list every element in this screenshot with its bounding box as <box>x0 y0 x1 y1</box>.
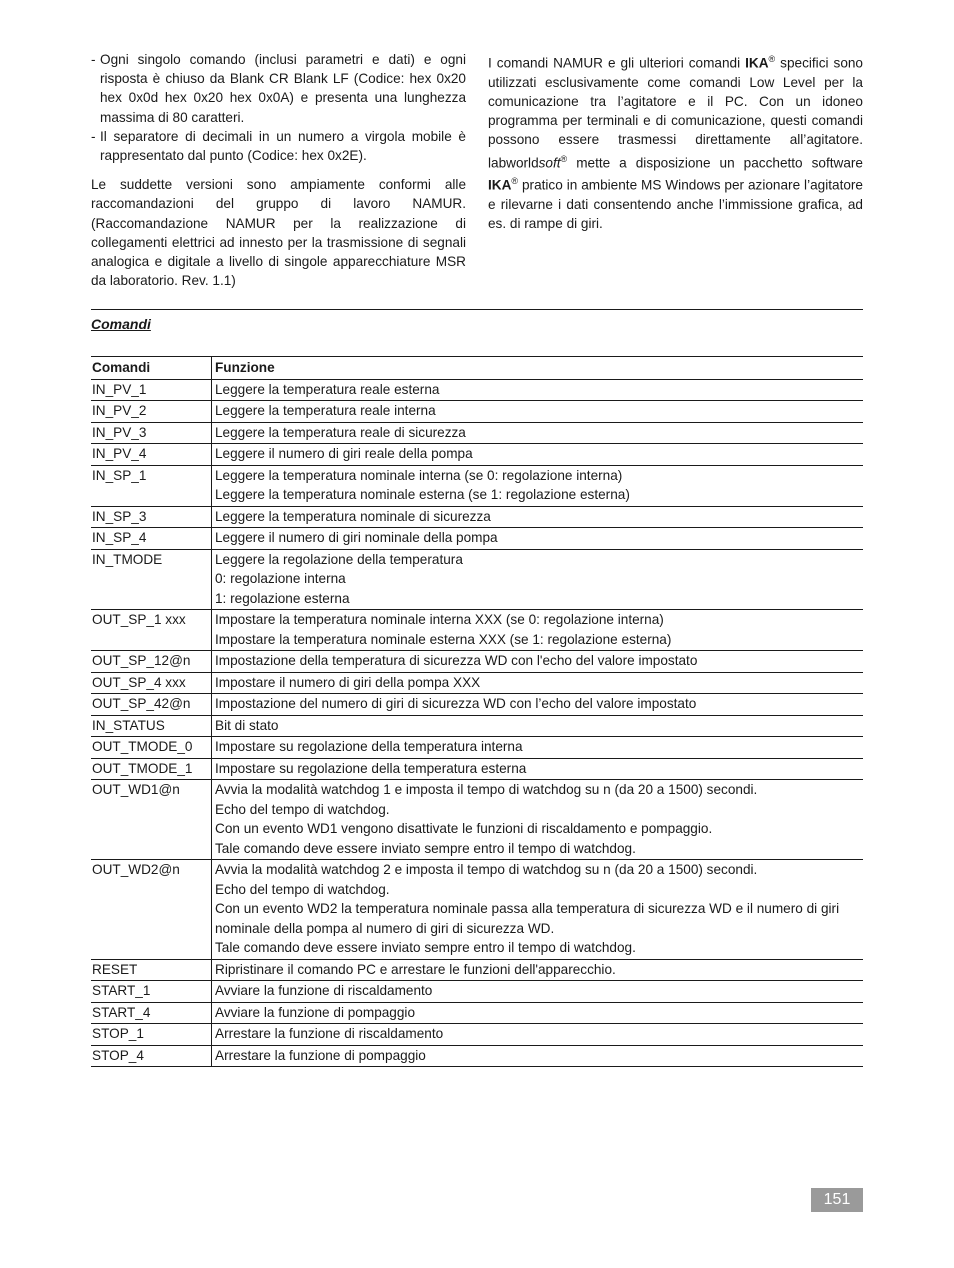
registered-mark: ® <box>511 176 519 187</box>
command-cell: START_1 <box>91 981 212 1003</box>
command-cell: IN_PV_3 <box>91 422 212 444</box>
command-cell: OUT_WD1@n <box>91 780 212 860</box>
command-cell: OUT_SP_1 xxx <box>91 610 212 651</box>
function-cell <box>212 715 864 737</box>
function-line: Leggere la temperatura nominale di sicurezza <box>215 508 491 524</box>
function-line: Arrestare la funzione di riscaldamento <box>215 1026 444 1041</box>
table-row <box>91 780 863 860</box>
header-commands: Comandi <box>91 357 212 380</box>
function-cell <box>212 528 864 550</box>
section-title: Comandi <box>91 316 151 332</box>
function-line: Leggere la temperatura nominale esterna (se 1: regolazione esterna) <box>215 487 630 502</box>
section-divider <box>91 309 863 310</box>
function-line: Con un evento WD2 la temperatura nominale passa alla temperatura di sicurezza WD e il numero di giri nominale della pompa al numero di giri di sicurezza WD. <box>215 901 840 936</box>
function-cell <box>212 694 864 716</box>
function-line: Tale comando deve essere inviato sempre entro il tempo di watchdog. <box>215 940 636 955</box>
function-line: Tale comando deve essere inviato sempre entro il tempo di watchdog. <box>215 840 636 856</box>
table-row <box>91 379 863 401</box>
command-cell: IN_SP_3 <box>91 506 212 528</box>
command-cell: IN_PV_4 <box>91 444 212 466</box>
command-cell: OUT_TMODE_1 <box>91 758 212 780</box>
function-line: Leggere il numero di giri reale della pompa <box>215 446 473 461</box>
table-row <box>91 694 863 716</box>
text-run: I comandi NAMUR e gli ulteriori comandi <box>488 55 741 71</box>
command-cell: IN_PV_1 <box>91 379 212 401</box>
command-cell: STOP_1 <box>91 1024 212 1046</box>
table-body <box>91 379 863 1067</box>
table-row <box>91 715 863 737</box>
function-cell <box>212 758 864 780</box>
left-column <box>91 50 466 290</box>
soft-italic: soft <box>538 155 561 171</box>
command-cell: OUT_WD2@n <box>91 860 212 960</box>
function-line: Leggere la temperatura reale di sicurezza <box>215 424 466 440</box>
text-run: labworld <box>488 155 539 171</box>
text-run: specifici sono utilizzati esclusivamente come comandi Low Level per la comunicazione tra l’agitatore e il PC. Con un idoneo programma per terminali e di comunicazione, questi comandi possono essere trasmessi direttamente all’agitatore. <box>488 55 863 148</box>
function-line: Leggere la temperatura nominale interna (se 0: regolazione interna) <box>215 467 623 483</box>
bullet-text: Il separatore di decimali in un numero a virgola mobile è rappresentato dal punto (Codice: hex 0x2E). <box>100 128 466 164</box>
function-cell <box>212 401 864 423</box>
function-cell <box>212 959 864 981</box>
function-cell <box>212 1045 864 1067</box>
function-cell <box>212 506 864 528</box>
function-cell <box>212 672 864 694</box>
table-row <box>91 860 863 960</box>
function-line: 0: regolazione interna <box>215 571 346 586</box>
bullet-marker: - <box>91 52 96 67</box>
table-row <box>91 981 863 1003</box>
function-cell <box>212 651 864 673</box>
command-cell: IN_TMODE <box>91 549 212 610</box>
function-line: Impostazione della temperatura di sicurezza WD con l'echo del valore impostato <box>215 653 698 668</box>
function-cell <box>212 379 864 401</box>
text-run: mette a disposizione un pacchetto software <box>576 155 863 171</box>
registered-mark: ® <box>768 54 776 64</box>
function-cell <box>212 737 864 759</box>
command-cell: STOP_4 <box>91 1045 212 1067</box>
table-row <box>91 422 863 444</box>
ika-paragraph <box>488 50 863 233</box>
function-line: 1: regolazione esterna <box>215 590 350 606</box>
function-line: Leggere la regolazione della temperatura <box>215 551 463 567</box>
command-cell: IN_STATUS <box>91 715 212 737</box>
table-row <box>91 651 863 673</box>
function-cell <box>212 1024 864 1046</box>
function-line: Leggere la temperatura reale interna <box>215 403 436 418</box>
table-row <box>91 1024 863 1046</box>
bullet-marker: - <box>91 128 96 144</box>
function-line: Bit di stato <box>215 717 279 733</box>
command-cell: IN_PV_2 <box>91 401 212 423</box>
table-row <box>91 1045 863 1067</box>
right-column <box>488 50 863 233</box>
function-cell <box>212 1002 864 1024</box>
table-row <box>91 506 863 528</box>
function-line: Avviare la funzione di riscaldamento <box>215 983 433 998</box>
function-cell <box>212 549 864 610</box>
table-row <box>91 758 863 780</box>
function-line: Echo del tempo di watchdog. <box>215 881 390 897</box>
function-line: Impostare su regolazione della temperatura esterna <box>215 760 527 776</box>
table-row <box>91 959 863 981</box>
table-row <box>91 465 863 506</box>
table-header-row <box>91 357 863 380</box>
function-cell <box>212 444 864 466</box>
table-row <box>91 528 863 550</box>
function-line: Ripristinare il comando PC e arrestare le funzioni dell'apparecchio. <box>215 961 616 977</box>
text-run: pratico in ambiente MS Windows per azionare l’agitatore e rilevarne i dati consentendo anche l’immissione grafica, ad es. di rampe di giri. <box>488 177 863 232</box>
command-cell: OUT_SP_42@n <box>91 694 212 716</box>
function-cell <box>212 780 864 860</box>
function-cell <box>212 981 864 1003</box>
function-line: Leggere la temperatura reale esterna <box>215 381 440 397</box>
brand-name: IKA <box>488 177 512 193</box>
function-cell <box>212 860 864 960</box>
command-cell: START_4 <box>91 1002 212 1024</box>
table-row <box>91 444 863 466</box>
bullet-item <box>91 127 466 165</box>
function-line: Avvia la modalità watchdog 1 e imposta il tempo di watchdog su n (da 20 a 1500) secondi. <box>215 782 758 797</box>
command-cell: OUT_SP_4 xxx <box>91 672 212 694</box>
function-line: Arrestare la funzione di pompaggio <box>215 1047 426 1063</box>
command-cell: IN_SP_4 <box>91 528 212 550</box>
table-row <box>91 737 863 759</box>
function-cell <box>212 610 864 651</box>
table-row <box>91 672 863 694</box>
function-line: Avvia la modalità watchdog 2 e imposta il tempo di watchdog su n (da 20 a 1500) secondi. <box>215 862 758 877</box>
command-cell: OUT_SP_12@n <box>91 651 212 673</box>
table-row <box>91 401 863 423</box>
command-cell: OUT_TMODE_0 <box>91 737 212 759</box>
function-line: Impostazione del numero di giri di sicurezza WD con l’echo del valore impostato <box>215 696 697 711</box>
brand-name: IKA <box>745 55 769 71</box>
bullet-text: Ogni singolo comando (inclusi parametri e dati) e ogni risposta è chiuso da Blank CR Blank LF (Codice: hex 0x20 hex 0x0d hex 0x20 hex 0x0A) e presenta una lunghezza massima di 80 caratteri. <box>100 52 466 125</box>
function-line: Echo del tempo di watchdog. <box>215 801 390 817</box>
function-line: Impostare il numero di giri della pompa XXX <box>215 674 481 690</box>
commands-table <box>91 356 863 1067</box>
function-line: Leggere il numero di giri nominale della pompa <box>215 530 498 545</box>
bullet-item <box>91 50 466 127</box>
function-line: Impostare su regolazione della temperatura interna <box>215 739 523 754</box>
command-cell: RESET <box>91 959 212 981</box>
page-number: 151 <box>811 1188 863 1212</box>
registered-mark: ® <box>560 153 568 164</box>
table-row <box>91 610 863 651</box>
namur-paragraph: Le suddette versioni sono ampiamente conformi alle raccomandazioni del gruppo di lavoro NAMUR. (Raccomandazione NAMUR per la realizzazione di collegamenti elettrici ad innesto per la trasmissione di segnali analogica e digitale a livello di singole apparecchiature MSR da laboratorio. Rev. 1.1) <box>91 177 466 289</box>
table-row <box>91 1002 863 1024</box>
function-line: Con un evento WD1 vengono disattivate le funzioni di riscaldamento e pompaggio. <box>215 821 713 836</box>
table-row <box>91 549 863 610</box>
function-cell <box>212 422 864 444</box>
function-cell <box>212 465 864 506</box>
function-line: Impostare la temperatura nominale esterna XXX (se 1: regolazione esterna) <box>215 631 672 647</box>
header-function: Funzione <box>212 357 864 380</box>
command-cell: IN_SP_1 <box>91 465 212 506</box>
function-line: Avviare la funzione di pompaggio <box>215 1004 416 1020</box>
function-line: Impostare la temperatura nominale interna XXX (se 0: regolazione interna) <box>215 612 664 627</box>
